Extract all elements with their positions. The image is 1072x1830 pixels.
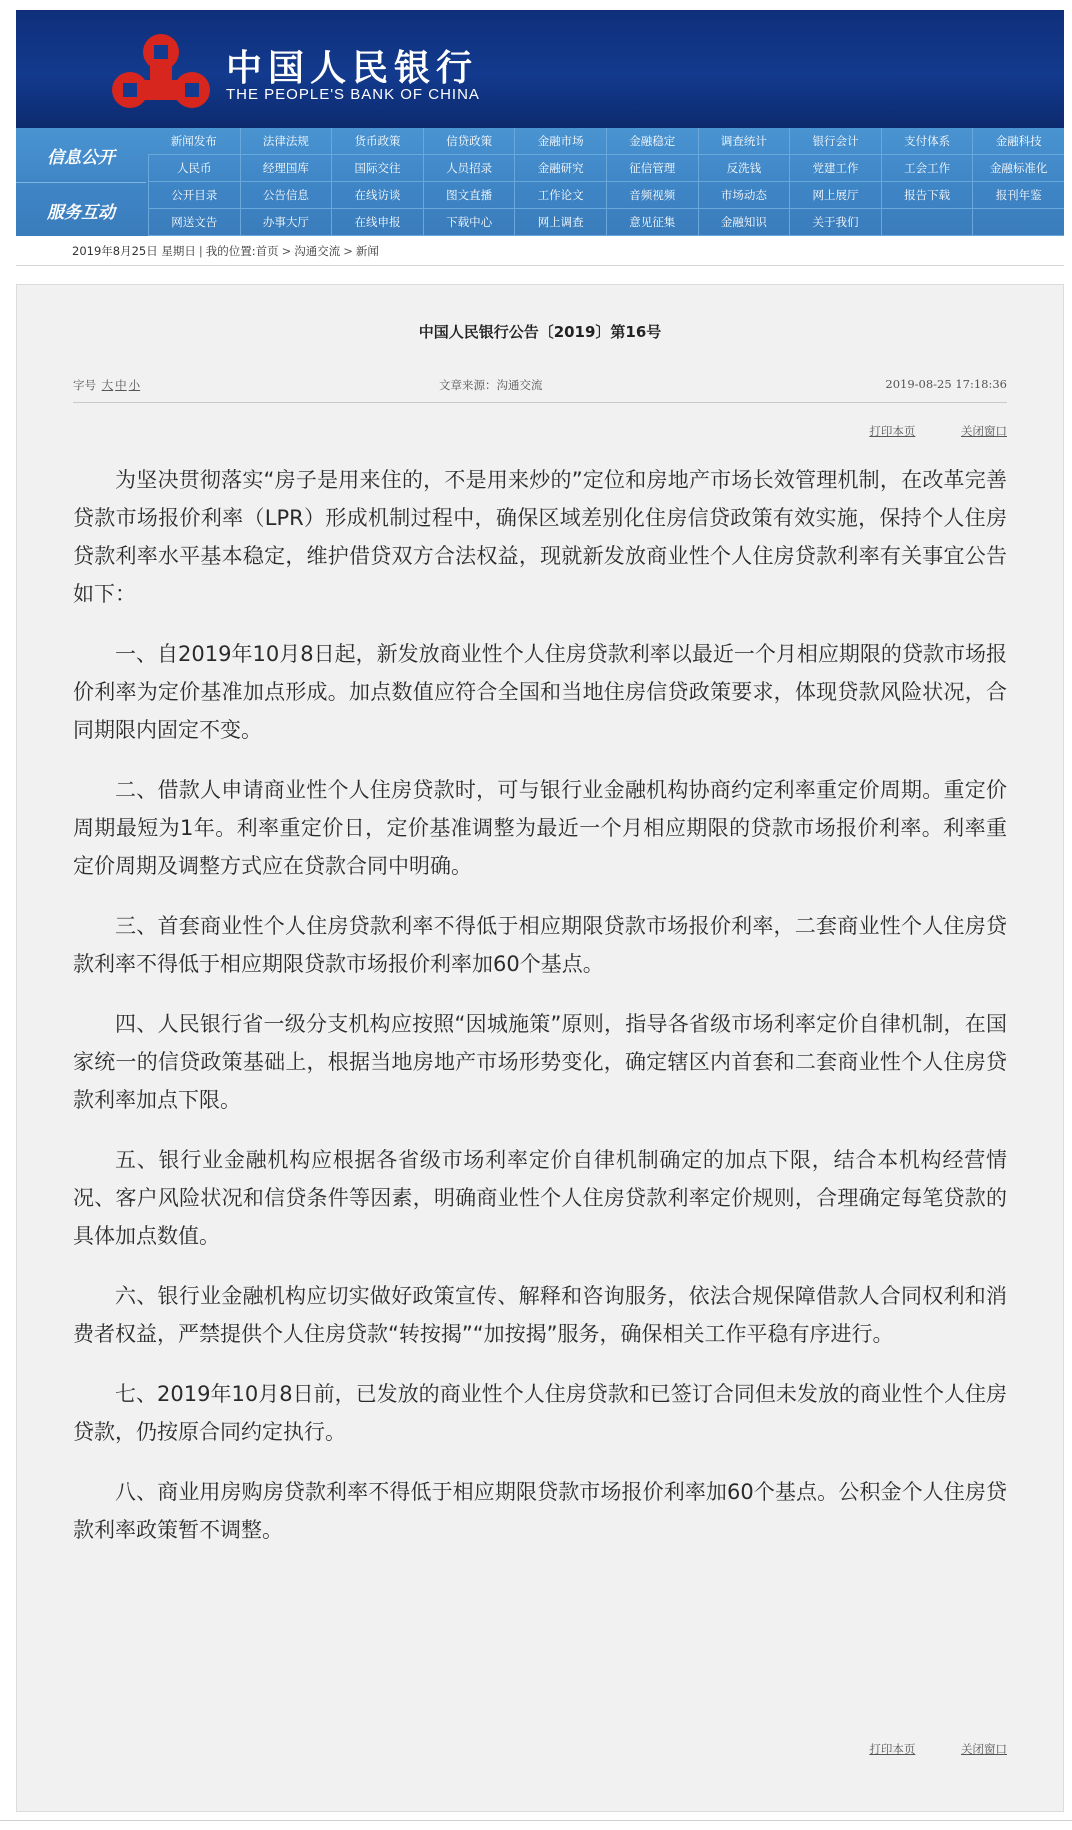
nav-item[interactable]: 公开目录: [148, 182, 240, 209]
nav-item[interactable]: 支付体系: [881, 128, 973, 155]
nav-item[interactable]: 意见征集: [606, 209, 698, 236]
article-paragraph: 五、银行业金融机构应根据各省级市场利率定价自律机制确定的加点下限，结合本机构经营情况、客户风险状况和信贷条件等因素，明确商业性个人住房贷款利率定价规则，合理确定每笔贷款的具体加点数值。: [73, 1148, 1007, 1248]
article-panel: [16, 284, 1064, 1812]
font-size-label: 字号: [73, 378, 96, 392]
nav-item-empty: [881, 209, 973, 236]
nav-grid: [148, 128, 1064, 236]
article-tools-bottom: [827, 1741, 1007, 1757]
font-size-medium[interactable]: 中: [115, 378, 127, 392]
main-nav: [16, 128, 1064, 236]
nav-item[interactable]: 金融科技: [972, 128, 1064, 155]
nav-item[interactable]: 人民币: [148, 155, 240, 182]
logo-chinese-name: 中国人民银行: [226, 47, 479, 89]
font-size-small[interactable]: 小: [128, 378, 141, 392]
article-paragraph: 三、首套商业性个人住房贷款利率不得低于相应期限贷款市场报价利率，二套商业性个人住房贷款利率不得低于相应期限贷款市场报价利率加60个基点。: [73, 914, 1007, 976]
nav-item[interactable]: 征信管理: [606, 155, 698, 182]
print-page-link[interactable]: 打印本页: [869, 424, 916, 438]
footer-divider: [0, 1820, 1072, 1821]
header-banner: [16, 10, 1064, 128]
separator: |: [198, 243, 203, 258]
breadcrumb-news[interactable]: 新闻: [355, 243, 379, 258]
separator: >: [343, 243, 353, 258]
nav-item[interactable]: 网上调查: [514, 209, 606, 236]
nav-item[interactable]: 在线申报: [331, 209, 423, 236]
nav-item[interactable]: 法律法规: [240, 128, 332, 155]
breadcrumb: [16, 236, 1064, 266]
nav-item[interactable]: 党建工作: [789, 155, 881, 182]
article-title: 中国人民银行公告〔2019〕第16号: [418, 323, 662, 341]
font-size-large[interactable]: 大: [101, 378, 114, 392]
article-paragraph: 六、银行业金融机构应切实做好政策宣传、解释和咨询服务，依法合规保障借款人合同权利和消费者权益，严禁提供个人住房贷款“转按揭”“加按揭”服务，确保相关工作平稳有序进行。: [73, 1284, 1007, 1346]
nav-item[interactable]: 金融标准化: [972, 155, 1064, 182]
article-body: [73, 461, 1007, 1571]
nav-item[interactable]: 反洗钱: [698, 155, 790, 182]
nav-item[interactable]: 下载中心: [423, 209, 515, 236]
nav-item[interactable]: 新闻发布: [148, 128, 240, 155]
nav-category-service[interactable]: 服务互动: [16, 182, 146, 237]
nav-item[interactable]: 网送文告: [148, 209, 240, 236]
nav-item[interactable]: 在线访谈: [331, 182, 423, 209]
nav-item[interactable]: 金融研究: [514, 155, 606, 182]
nav-item[interactable]: 经理国库: [240, 155, 332, 182]
article-paragraph: 四、人民银行省一级分支机构应按照“因城施策”原则，指导各省级市场利率定价自律机制，在国家统一的信贷政策基础上，根据当地房地产市场形势变化，确定辖区内首套和二套商业性个人住房贷款利率加点下限。: [73, 1012, 1007, 1112]
nav-item[interactable]: 工作论文: [514, 182, 606, 209]
divider: [73, 402, 1007, 403]
logo-english-name: THE PEOPLE'S BANK OF CHINA: [226, 86, 480, 103]
nav-item[interactable]: 货币政策: [331, 128, 423, 155]
nav-item[interactable]: 图文直播: [423, 182, 515, 209]
nav-item[interactable]: 国际交往: [331, 155, 423, 182]
nav-item[interactable]: 办事大厅: [240, 209, 332, 236]
nav-item[interactable]: 音频视频: [606, 182, 698, 209]
font-size-switch: [73, 377, 140, 393]
nav-item[interactable]: 工会工作: [881, 155, 973, 182]
current-date: 2019年8月25日 星期日: [72, 243, 196, 258]
article-paragraph: 二、借款人申请商业性个人住房贷款时，可与银行业金融机构协商约定利率重定价周期。重定价周期最短为1年。利率重定价日，定价基准调整为最近一个月相应期限的贷款市场报价利率。利率重定价周期及调整方式应在贷款合同中明确。: [73, 778, 1007, 878]
article-paragraph: 八、商业用房购房贷款利率不得低于相应期限贷款市场报价利率加60个基点。公积金个人住房贷款利率政策暂不调整。: [73, 1480, 1007, 1542]
nav-item[interactable]: 关于我们: [789, 209, 881, 236]
close-window-link[interactable]: 关闭窗口: [961, 1742, 1007, 1756]
nav-category-info[interactable]: 信息公开: [47, 147, 115, 168]
location-label: 我的位置:: [205, 243, 256, 258]
pboc-logo-icon: [110, 32, 212, 114]
nav-item[interactable]: 公告信息: [240, 182, 332, 209]
nav-item[interactable]: 市场动态: [698, 182, 790, 209]
nav-item[interactable]: 报告下载: [881, 182, 973, 209]
article-meta: [73, 377, 1007, 397]
article-source: 文章来源：沟通交流: [439, 378, 543, 392]
nav-item[interactable]: 调查统计: [698, 128, 790, 155]
article-paragraph: 七、2019年10月8日前，已发放的商业性个人住房贷款和已签订合同但未发放的商业性个人住房贷款，仍按原合同约定执行。: [73, 1382, 1007, 1444]
separator: >: [281, 243, 292, 258]
nav-item[interactable]: 人员招录: [423, 155, 515, 182]
breadcrumb-home[interactable]: 首页: [255, 243, 279, 258]
close-window-link[interactable]: 关闭窗口: [961, 424, 1007, 438]
nav-item[interactable]: 信贷政策: [423, 128, 515, 155]
nav-item[interactable]: 金融知识: [698, 209, 790, 236]
article-paragraph: 为坚决贯彻落实“房子是用来住的，不是用来炒的”定位和房地产市场长效管理机制，在改革完善贷款市场报价利率（LPR）形成机制过程中，确保区域差别化住房信贷政策有效实施，保持个人住房贷款利率水平基本稳定，维护借贷双方合法权益，现就新发放商业性个人住房贷款利率有关事宜公告如下：: [73, 468, 1007, 606]
breadcrumb-communication[interactable]: 沟通交流: [294, 243, 341, 258]
nav-item[interactable]: 银行会计: [789, 128, 881, 155]
print-page-link[interactable]: 打印本页: [869, 1742, 916, 1756]
nav-item[interactable]: 金融市场: [514, 128, 606, 155]
article-datetime: 2019-08-25 17:18:36: [885, 377, 1007, 391]
article-paragraph: 一、自2019年10月8日起，新发放商业性个人住房贷款利率以最近一个月相应期限的贷款市场报价利率为定价基准加点形成。加点数值应符合全国和当地住房信贷政策要求，体现贷款风险状况，合同期限内固定不变。: [73, 642, 1007, 742]
nav-item-empty: [972, 209, 1064, 236]
nav-item[interactable]: 金融稳定: [606, 128, 698, 155]
nav-item[interactable]: 网上展厅: [789, 182, 881, 209]
nav-item[interactable]: 报刊年鉴: [972, 182, 1064, 209]
article-tools-top: [827, 423, 1007, 439]
